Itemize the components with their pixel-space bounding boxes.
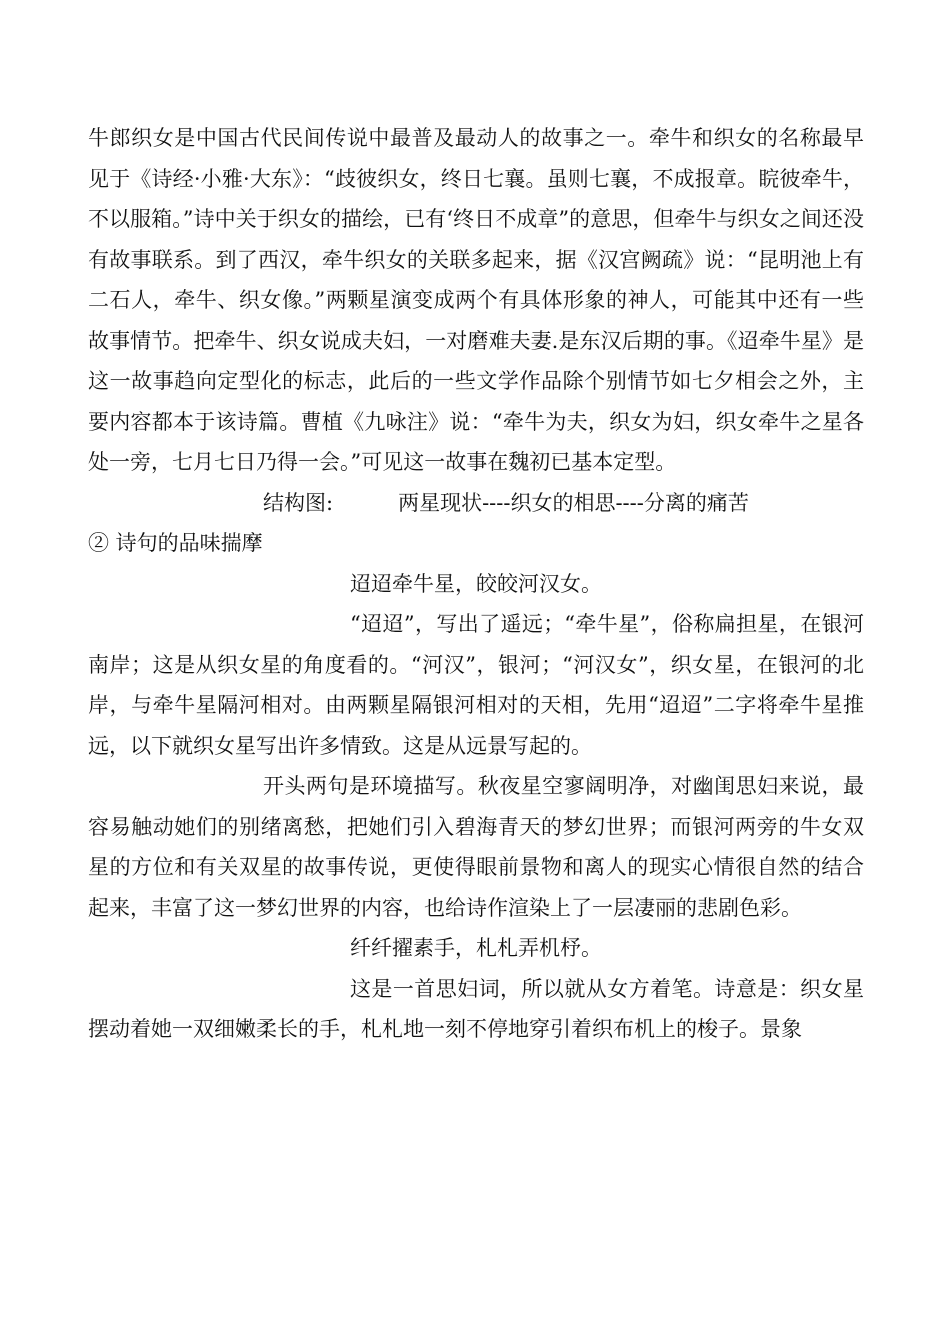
analysis-paragraph-3: 这是一首思妇词，所以就从女方着笔。诗意是：织女星摆动着她一双细嫩柔长的手，札札地一刻不停地穿引着织布机上的梭子。景象 (88, 976, 864, 1041)
document-page (88, 118, 864, 1050)
poem-line-1: 迢迢牵牛星，皎皎河汉女。 (350, 571, 602, 596)
analysis-paragraph-2: 开头两句是环境描写。秋夜星空寥阔明净，对幽闺思妇来说，最容易触动她们的别绪离愁，把她们引入碧海青天的梦幻世界；而银河两旁的牛女双星的方位和有关双星的故事传说，更使得眼前景物和离人的现实心情很自然的结合起来，丰富了这一梦幻世界的内容，也给诗作渲染上了一层凄丽的悲剧色彩。 (88, 774, 864, 920)
structure-diagram-line (88, 483, 864, 524)
structure-content: 两星现状----织女的相思----分离的痛苦 (398, 490, 749, 515)
section-heading: ② 诗句的品味揣摩 (88, 531, 263, 555)
structure-label: 结构图: (263, 490, 334, 515)
analysis-paragraph-1: “迢迢”，写出了遥远；“牵牛星”，俗称扁担星，在银河南岸；这是从织女星的角度看的。“河汉”，银河；“河汉女”，织女星，在银河的北岸，与牵牛星隔河相对。由两颗星隔银河相对的天相，先用“迢迢”二字将牵牛星推远，以下就织女星写出许多情致。这是从远景写起的。 (88, 612, 864, 758)
intro-paragraph: 牛郎织女是中国古代民间传说中最普及最动人的故事之一。牵牛和织女的名称最早见于《诗经·小雅·大东》：“歧彼织女，终日七襄。虽则七襄，不成报章。睆彼牵牛，不以服箱。”诗中关于织女的描绘，已有‘终日不成章”的意思，但牵牛与织女之间还没有故事联系。到了西汉，牵牛织女的关联多起来，据《汉宫阙疏》说：“昆明池上有二石人，牵牛、织女像。”两颗星演变成两个有具体形象的神人，可能其中还有一些故事情节。把牵牛、织女说成夫妇，一对磨难夫妻.是东汉后期的事。《迢牵牛星》是这一故事趋向定型化的标志，此后的一些文学作品除个别情节如七夕相会之外，主要内容都本于该诗篇。曹植《九咏注》说：“牵牛为夫，织女为妇，织女牵牛之星各处一旁，七月七日乃得一会。”可见这一故事在魏初已基本定型。 (88, 126, 864, 474)
poem-line-2: 纤纤擢素手，札札弄机杼。 (350, 936, 602, 960)
